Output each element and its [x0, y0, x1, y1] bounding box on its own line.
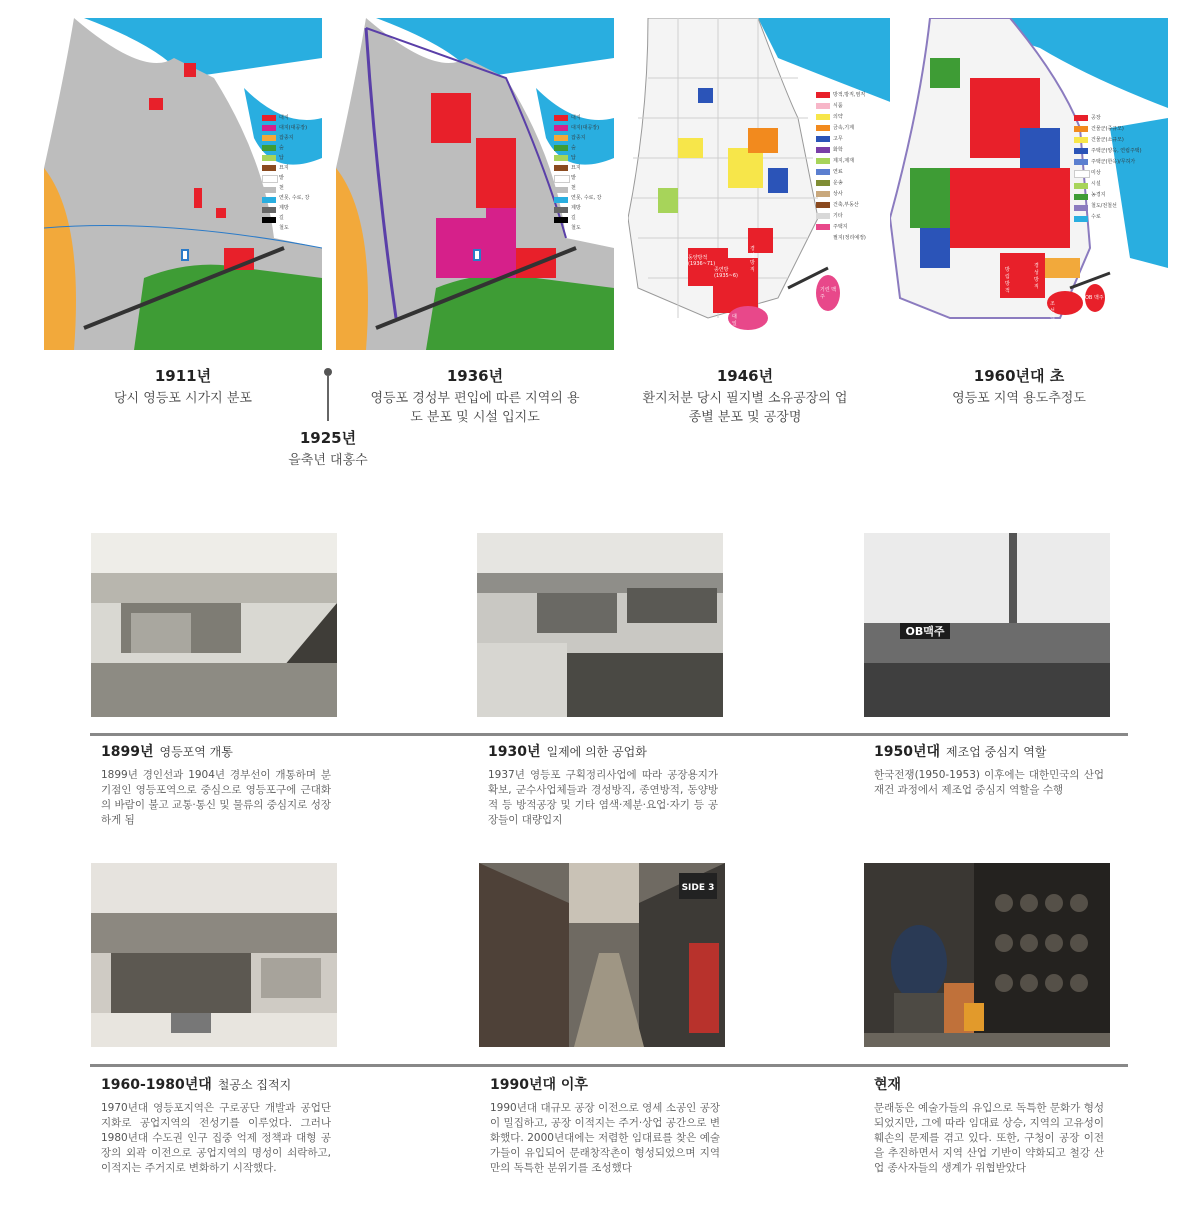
caption-year: 1936년: [446, 367, 504, 385]
timeline-dot: [324, 368, 332, 376]
legend-swatch: [1074, 183, 1088, 189]
entry-year: 1950년대: [874, 744, 941, 760]
legend-swatch: [816, 213, 830, 219]
legend-swatch: [554, 145, 568, 151]
entry-body: 1990년대 대규모 공장 이전으로 영세 소공인 공장이 밀집하고, 공장 이적지는 주거·상업 공간으로 변화했다. 2000년대에는 저렴한 임대료를 찾은 예술가들이 유입되어 문래창작촌이 형성되었으며 지역만의 독특한 분위기를 조성했다: [490, 1102, 720, 1174]
caption-1946: [640, 366, 850, 427]
legend-swatch: [262, 115, 276, 121]
legend-swatch: [554, 165, 568, 171]
legend-swatch: [262, 207, 276, 213]
entry-body: 1970년대 영등포지역은 구로공단 개발과 공업단지화로 공업지역의 전성기를 이루었다. 그러나 1980년대 수도권 인구 집중 억제 정책과 대형 공장의 외곽 이전으로 공업지역의 명성이 쇠락하고, 이적지는 주거지로 변화하기 시작했다.: [101, 1102, 331, 1174]
legend-swatch: [262, 197, 276, 203]
legend-swatch: [1074, 115, 1088, 121]
photo-1960-ironworks: [91, 863, 337, 1047]
legend-swatch: [1074, 205, 1088, 211]
legend-1946-text: 방적,방직,염직 식품 의약 금속,기계 고무 화학 제지,제재 연료 운송 상사 건축,부동산 기타 주택지 필지(정리예정): [833, 92, 866, 241]
entry-year: 1930년: [488, 744, 541, 760]
caption-desc: 영등포 지역 용도추정도: [952, 391, 1086, 406]
photo-1950-ob-brewery: [864, 533, 1110, 717]
ob-sign-text: OB맥주: [905, 625, 945, 638]
legend-swatch: [262, 155, 276, 161]
legend-swatch: [816, 92, 830, 98]
legend-swatch: [816, 191, 830, 197]
legend-swatch: [816, 125, 830, 131]
legend-swatch: [1074, 137, 1088, 143]
caption-1911: [88, 366, 278, 408]
map-label: 종연방 (1935~6): [714, 267, 738, 279]
entry-body: 1937년 영등포 구획정리사업에 따라 공장용지가 확보, 군수사업체들과 경성방직, 종연방적, 동양방적 등 방적공장 및 기타 염색·제분·요업·자기 등 공장들이 대량입지: [488, 769, 718, 826]
map-label: 경성방직: [750, 246, 755, 273]
legend-swatch: [816, 103, 830, 109]
entry-title: 일제에 의한 공업화: [546, 745, 647, 759]
caption-1960s: [924, 366, 1114, 408]
legend-swatch: [262, 125, 276, 131]
caption-year: 1925년: [299, 429, 357, 447]
legend-swatch: [1074, 159, 1088, 165]
legend-1911-text: 대지 대지(대공장) 잡종지 숲 답 묘지 밭 천 연못, 수로, 강 제방 길 철도: [279, 115, 310, 231]
entry-body: 문래동은 예술가들의 유입으로 독특한 문화가 형성되었지만, 그에 따라 임대료 상승, 지역의 고유성이 훼손의 문제를 겪고 있다. 또한, 구청이 공장 이전을 추진하면서 지역 산업 기반이 약화되고 철강 산업 종사자들의 생계가 위협받았다: [874, 1102, 1104, 1174]
entry-1990: [490, 1074, 720, 1176]
entry-1930: [488, 741, 718, 828]
entry-body: 한국전쟁(1950-1953) 이후에는 대한민국의 산업 재건 과정에서 제조업 중심지 역할을 수행: [874, 769, 1104, 796]
entry-1960-1980: [101, 1074, 331, 1176]
legend-1936-text: 대지 대지(대공장) 잡종지 숲 답 묘지 밭 천 연못, 수로, 강 제방 길 철도: [571, 115, 602, 231]
legend-swatch: [1074, 194, 1088, 200]
caption-year: 1960년대 초: [973, 367, 1065, 385]
entry-year: 1899년: [101, 744, 154, 760]
caption-desc: 을축년 대홍수: [288, 453, 368, 468]
legend-swatch: [262, 145, 276, 151]
legend-swatch: [554, 217, 568, 223]
timeline-connector: [327, 376, 329, 421]
legend-swatch: [1074, 170, 1090, 178]
legend-swatch: [1074, 148, 1088, 154]
legend-swatch: [262, 165, 276, 171]
legend-swatch: [816, 158, 830, 164]
entry-present: [874, 1074, 1104, 1176]
legend-swatch: [262, 217, 276, 223]
legend-swatch: [554, 187, 568, 193]
legend-swatch: [816, 147, 830, 153]
legend-swatch: [554, 125, 568, 131]
legend-1960s-text: 공장 건물군(중규모) 건물군(소규모) 주택군(양옥, 연립주택) 주택군(한옥)/무허가 미상 시설 농경지 철도/전철선 수로: [1091, 115, 1142, 220]
entry-body: 1899년 경인선과 1904년 경부선이 개통하며 분기점인 영등포역으로 중심으로 영등포구에 근대화의 바람이 불고 교통·통신 및 물류의 중심지로 성장하게 됨: [101, 769, 331, 826]
caption-desc: 당시 영등포 시가지 분포: [114, 391, 252, 406]
legend-swatch: [816, 180, 830, 186]
caption-year: 1911년: [154, 367, 212, 385]
divider-row-1: [90, 733, 1128, 736]
caption-year: 1946년: [716, 367, 774, 385]
map-label: 방림방적: [1005, 267, 1010, 294]
entry-year: 1990년대 이후: [490, 1077, 588, 1093]
caption-1925: [260, 428, 396, 470]
entry-title: 영등포역 개통: [159, 745, 233, 759]
entry-title: 철공소 집적지: [217, 1078, 292, 1092]
legend-swatch: [262, 175, 278, 183]
legend-swatch: [554, 135, 568, 141]
legend-swatch: [262, 135, 276, 141]
photo-1930-factories: [477, 533, 723, 717]
legend-swatch: [816, 136, 830, 142]
legend-swatch: [1074, 216, 1088, 222]
photo-present-worker: [864, 863, 1110, 1047]
photo-1990-alley: [479, 863, 725, 1047]
map-label: 조선맥주: [1050, 301, 1055, 328]
map-label: 대일본맥주: [732, 314, 737, 348]
legend-swatch: [816, 114, 830, 120]
legend-swatch: [554, 155, 568, 161]
caption-desc: 환지처분 당시 필지별 소유공장의 업종별 분포 및 공장명: [642, 391, 848, 425]
divider-row-2: [90, 1064, 1128, 1067]
map-label: 동양방적 (1936~71): [688, 255, 716, 267]
legend-swatch: [554, 197, 568, 203]
side-sign-text: SIDE 3: [681, 883, 715, 893]
map-label: 기린 맥주: [820, 287, 837, 300]
legend-swatch: [816, 202, 830, 208]
map-label: OB 맥주: [1085, 295, 1104, 301]
entry-1899: [101, 741, 331, 828]
entry-1950: [874, 741, 1104, 798]
entry-year: 1960-1980년대: [101, 1077, 212, 1093]
legend-swatch: [554, 207, 568, 213]
legend-swatch: [262, 187, 276, 193]
caption-1936: [370, 366, 580, 427]
legend-swatch: [1074, 126, 1088, 132]
legend-swatch: [554, 115, 568, 121]
map-label: 경성방직: [1034, 263, 1039, 290]
legend-swatch: [816, 169, 830, 175]
legend-swatch: [816, 224, 830, 230]
entry-year: 현재: [874, 1077, 902, 1093]
entry-title: 제조업 중심지 역할: [946, 745, 1047, 759]
photo-1899-station: [91, 533, 337, 717]
caption-desc: 영등포 경성부 편입에 따른 지역의 용도 분포 및 시설 입지도: [370, 391, 580, 425]
legend-swatch: [554, 175, 570, 183]
